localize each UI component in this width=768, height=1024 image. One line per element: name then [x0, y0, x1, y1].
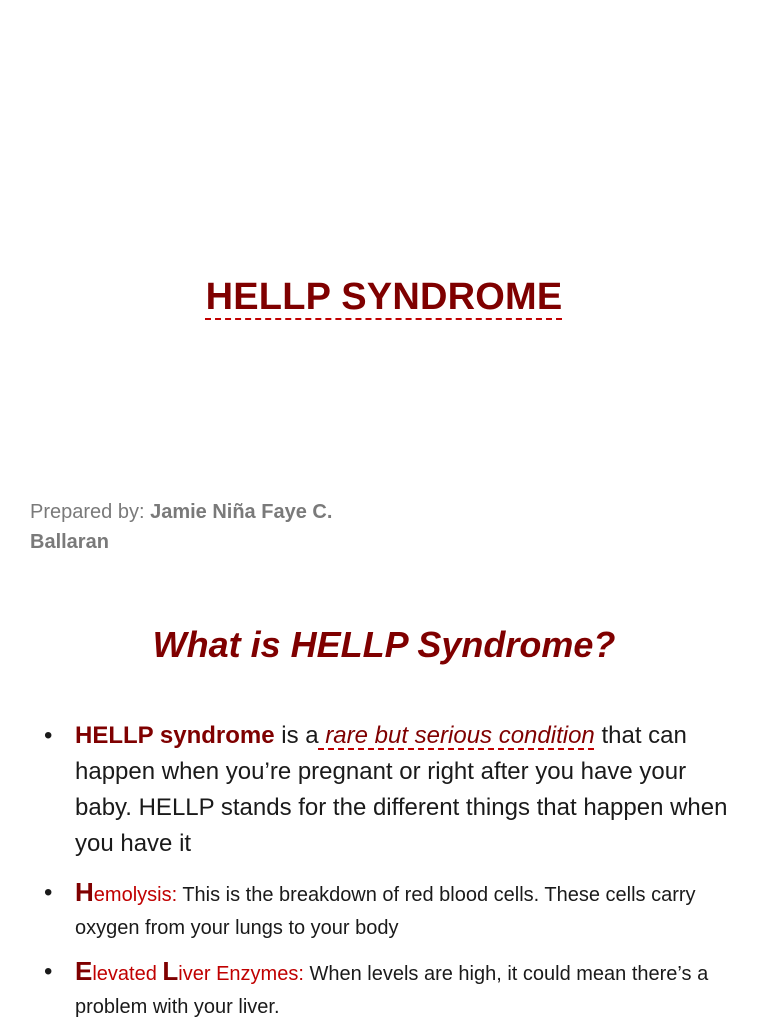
author-name: Jamie Niña Faye C. Ballaran	[30, 501, 333, 553]
bullet-icon: •	[44, 958, 53, 985]
bullet-text: This is the breakdown of red blood cells. These cells carry oxygen from your lungs to your body	[75, 884, 696, 939]
bullet-text: is a	[274, 722, 319, 749]
bullet-icon: •	[44, 879, 53, 906]
acronym-letter: E	[75, 956, 93, 986]
list-item	[44, 876, 744, 945]
bullet-bold-term: HELLP syndrome	[75, 722, 275, 749]
bullet-list	[44, 718, 744, 1024]
section-heading: What is HELLP Syndrome?	[152, 624, 616, 665]
term-label: levated	[92, 963, 163, 985]
term-label: emolysis:	[93, 884, 178, 906]
slide-title-text: HELLP SYNDROME	[205, 276, 563, 318]
bullet-icon: •	[44, 722, 53, 749]
prepared-by	[30, 497, 390, 557]
term-label: iver Enzymes:	[178, 963, 304, 985]
list-item	[44, 718, 744, 862]
list-item	[44, 955, 744, 1024]
highlighted-phrase: rare but serious condition	[318, 722, 595, 749]
bullet-text: that can happen when you’re pregnant or right after you have your baby. HELLP stands for the different things that happen when you have it	[75, 722, 728, 857]
acronym-letter: H	[75, 877, 94, 907]
prepared-label: Prepared by:	[30, 501, 151, 523]
bullet-text: When levels are high, it could mean there’s a problem with your liver.	[75, 963, 709, 1018]
slide-title	[0, 276, 768, 319]
acronym-letter: L	[162, 956, 179, 986]
